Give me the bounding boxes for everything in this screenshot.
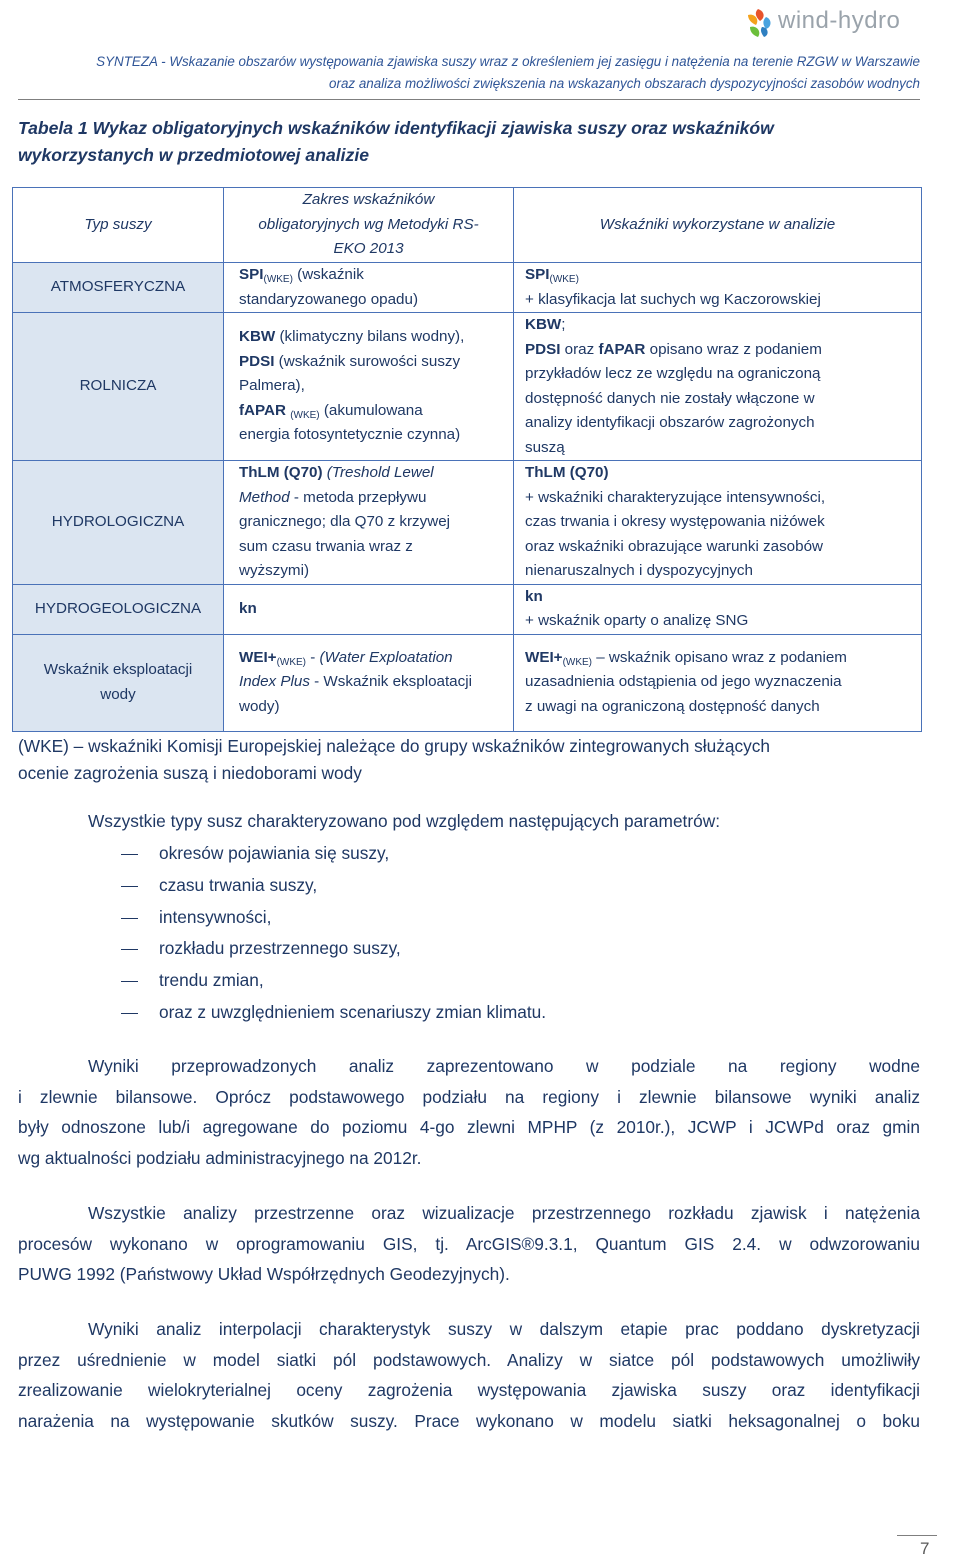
type-hydrological: HYDROLOGICZNA xyxy=(13,461,224,585)
obligatory-agricultural: KBW (klimatyczny bilans wodny), PDSI (wskaźnik surowości suszy Palmera), fAPAR $_{(WKE)}$ (akumulowana energia fotosyntetycznie czynna) xyxy=(224,313,514,461)
used-agricultural: KBW; PDSI oraz fAPAR opisano wraz z podaniem przykładów lecz ze względu na ograniczoną dostępność danych nie zostały włączone w analizy identyfikacji obszarów zagrożonych suszą xyxy=(514,313,922,461)
paragraph-regions: Wyniki przeprowadzonych analiz zaprezentowano w podziale na regiony wodne i zlewnie bilansowe. Oprócz podstawowego podziału na regiony i zlewnie bilansowe wyniki analiz były odnoszone lub/i agregowane do poziomu 4-go zlewni MPHP (z 2010r.), JCWP i JCWPd oraz gmin wg aktualności podziału administracyjnego na 2012r. xyxy=(18,1056,920,1169)
obligatory-hydrological: ThLM (Q70) (Treshold Lewel Method - metoda przepływu granicznego; dla Q70 z krzywej sum czasu trwania wraz z wyższymi) xyxy=(224,461,514,585)
table-row-agricultural xyxy=(13,313,922,461)
logo-text: wind-hydro xyxy=(778,7,901,34)
type-agricultural: ROLNICZA xyxy=(13,313,224,461)
dash-bullet-icon xyxy=(121,981,138,982)
type-water-exploitation: Wskaźnik eksploatacji wody xyxy=(13,634,224,731)
obligatory-hydrogeological: kn xyxy=(224,584,514,634)
paragraph-interpolation: Wyniki analiz interpolacji charakterystyk suszy w dalszym etapie prac poddano dyskretyzacji przez uśrednienie w model siatki pól podstawowych. Analizy w siatce pól podstawowych umożliwiły zrealizowanie wielokryterialnej oceny zagrożenia występowania zjawiska suszy oraz identyfikacji narażenia na występowanie skutków suszy. Prace wykonano w modelu siatki heksagonalnej o boku xyxy=(18,1319,920,1432)
header-line-2: oraz analiza możliwości zwiększenia na wskazanych obszarach dyspozycyjności zasobów wodnych xyxy=(329,76,920,91)
used-water-exploitation: $WEI+_{(WKE)}$ – wskaźnik opisano wraz z podaniem uzasadnienia odstąpienia od jego wyznaczenia z uwagi na ograniczoną dostępność danych xyxy=(514,634,922,731)
parameters-intro: Wszystkie typy susz charakteryzowano pod względem następujących parametrów: xyxy=(88,811,720,831)
dash-bullet-icon xyxy=(121,854,138,855)
indicators-table xyxy=(12,187,922,732)
dash-bullet-icon xyxy=(121,886,138,887)
wke-footnote: (WKE) – wskaźniki Komisji Europejskiej należące do grupy wskaźników zintegrowanych służących ocenie zagrożenia suszą i niedoborami wody xyxy=(18,736,771,783)
type-hydrogeological: HYDROGEOLOGICZNA xyxy=(13,584,224,634)
table-row-water-exploitation xyxy=(13,634,922,731)
table-row-atmospheric xyxy=(13,263,922,313)
header-obligatory: Zakres wskaźników obligatoryjnych wg Metodyki RS- EKO 2013 xyxy=(224,188,514,263)
wind-hydro-logo xyxy=(740,5,920,41)
header-line-1: SYNTEZA - Wskazanie obszarów występowania zjawiska suszy wraz z określeniem jej zasięgu i natężenia na terenie RZGW w Warszawie xyxy=(96,54,920,69)
used-atmospheric: $SPI_{(WKE)}$ + klasyfikacja lat suchych wg Kaczorowskiej xyxy=(514,263,922,313)
table-caption-line-2: wykorzystanych w przedmiotowej analizie xyxy=(18,145,369,165)
used-hydrogeological: kn + wskaźnik oparty o analizę SNG xyxy=(514,584,922,634)
obligatory-water-exploitation: $WEI+_{(WKE)}$ - (Water Exploatation Index Plus - Wskaźnik eksploatacji wody) xyxy=(224,634,514,731)
table-caption-line-1: Tabela 1 Wykaz obligatoryjnych wskaźników identyfikacji zjawiska suszy oraz wskaźników xyxy=(18,118,774,138)
dash-bullet-icon xyxy=(121,1013,138,1014)
leaf-logo-icon xyxy=(740,5,776,41)
obligatory-atmospheric: $SPI_{(WKE)}$ (wskaźnik standaryzowanego opadu) xyxy=(224,263,514,313)
used-hydrological: ThLM (Q70) + wskaźniki charakteryzujące intensywności, czas trwania i okresy występowania niżówek oraz wskaźniki obrazujące warunki zasobów nienaruszalnych i dyspozycyjnych xyxy=(514,461,922,585)
table-header-row xyxy=(13,188,922,263)
header-used-indicators: Wskaźniki wykorzystane w analizie xyxy=(514,188,922,263)
type-atmospheric: ATMOSFERYCZNA xyxy=(13,263,224,313)
dash-bullet-icon xyxy=(121,918,138,919)
paragraph-gis: Wszystkie analizy przestrzenne oraz wizualizacje przestrzennego rozkładu zjawisk i natężenia procesów wykonano w oprogramowaniu GIS, tj. ArcGIS®9.3.1, Quantum GIS 2.4. w odwzorowaniu PUWG 1992 (Państwowy Układ Współrzędnych Geodezyjnych). xyxy=(18,1203,920,1285)
table-row-hydrogeological xyxy=(13,584,922,634)
dash-bullet-icon xyxy=(121,949,138,950)
header-divider xyxy=(18,99,920,100)
page-number-divider xyxy=(897,1535,937,1536)
page-number: 7 xyxy=(920,1539,930,1558)
table-row-hydrological xyxy=(13,461,922,585)
header-drought-type: Typ suszy xyxy=(13,188,224,263)
